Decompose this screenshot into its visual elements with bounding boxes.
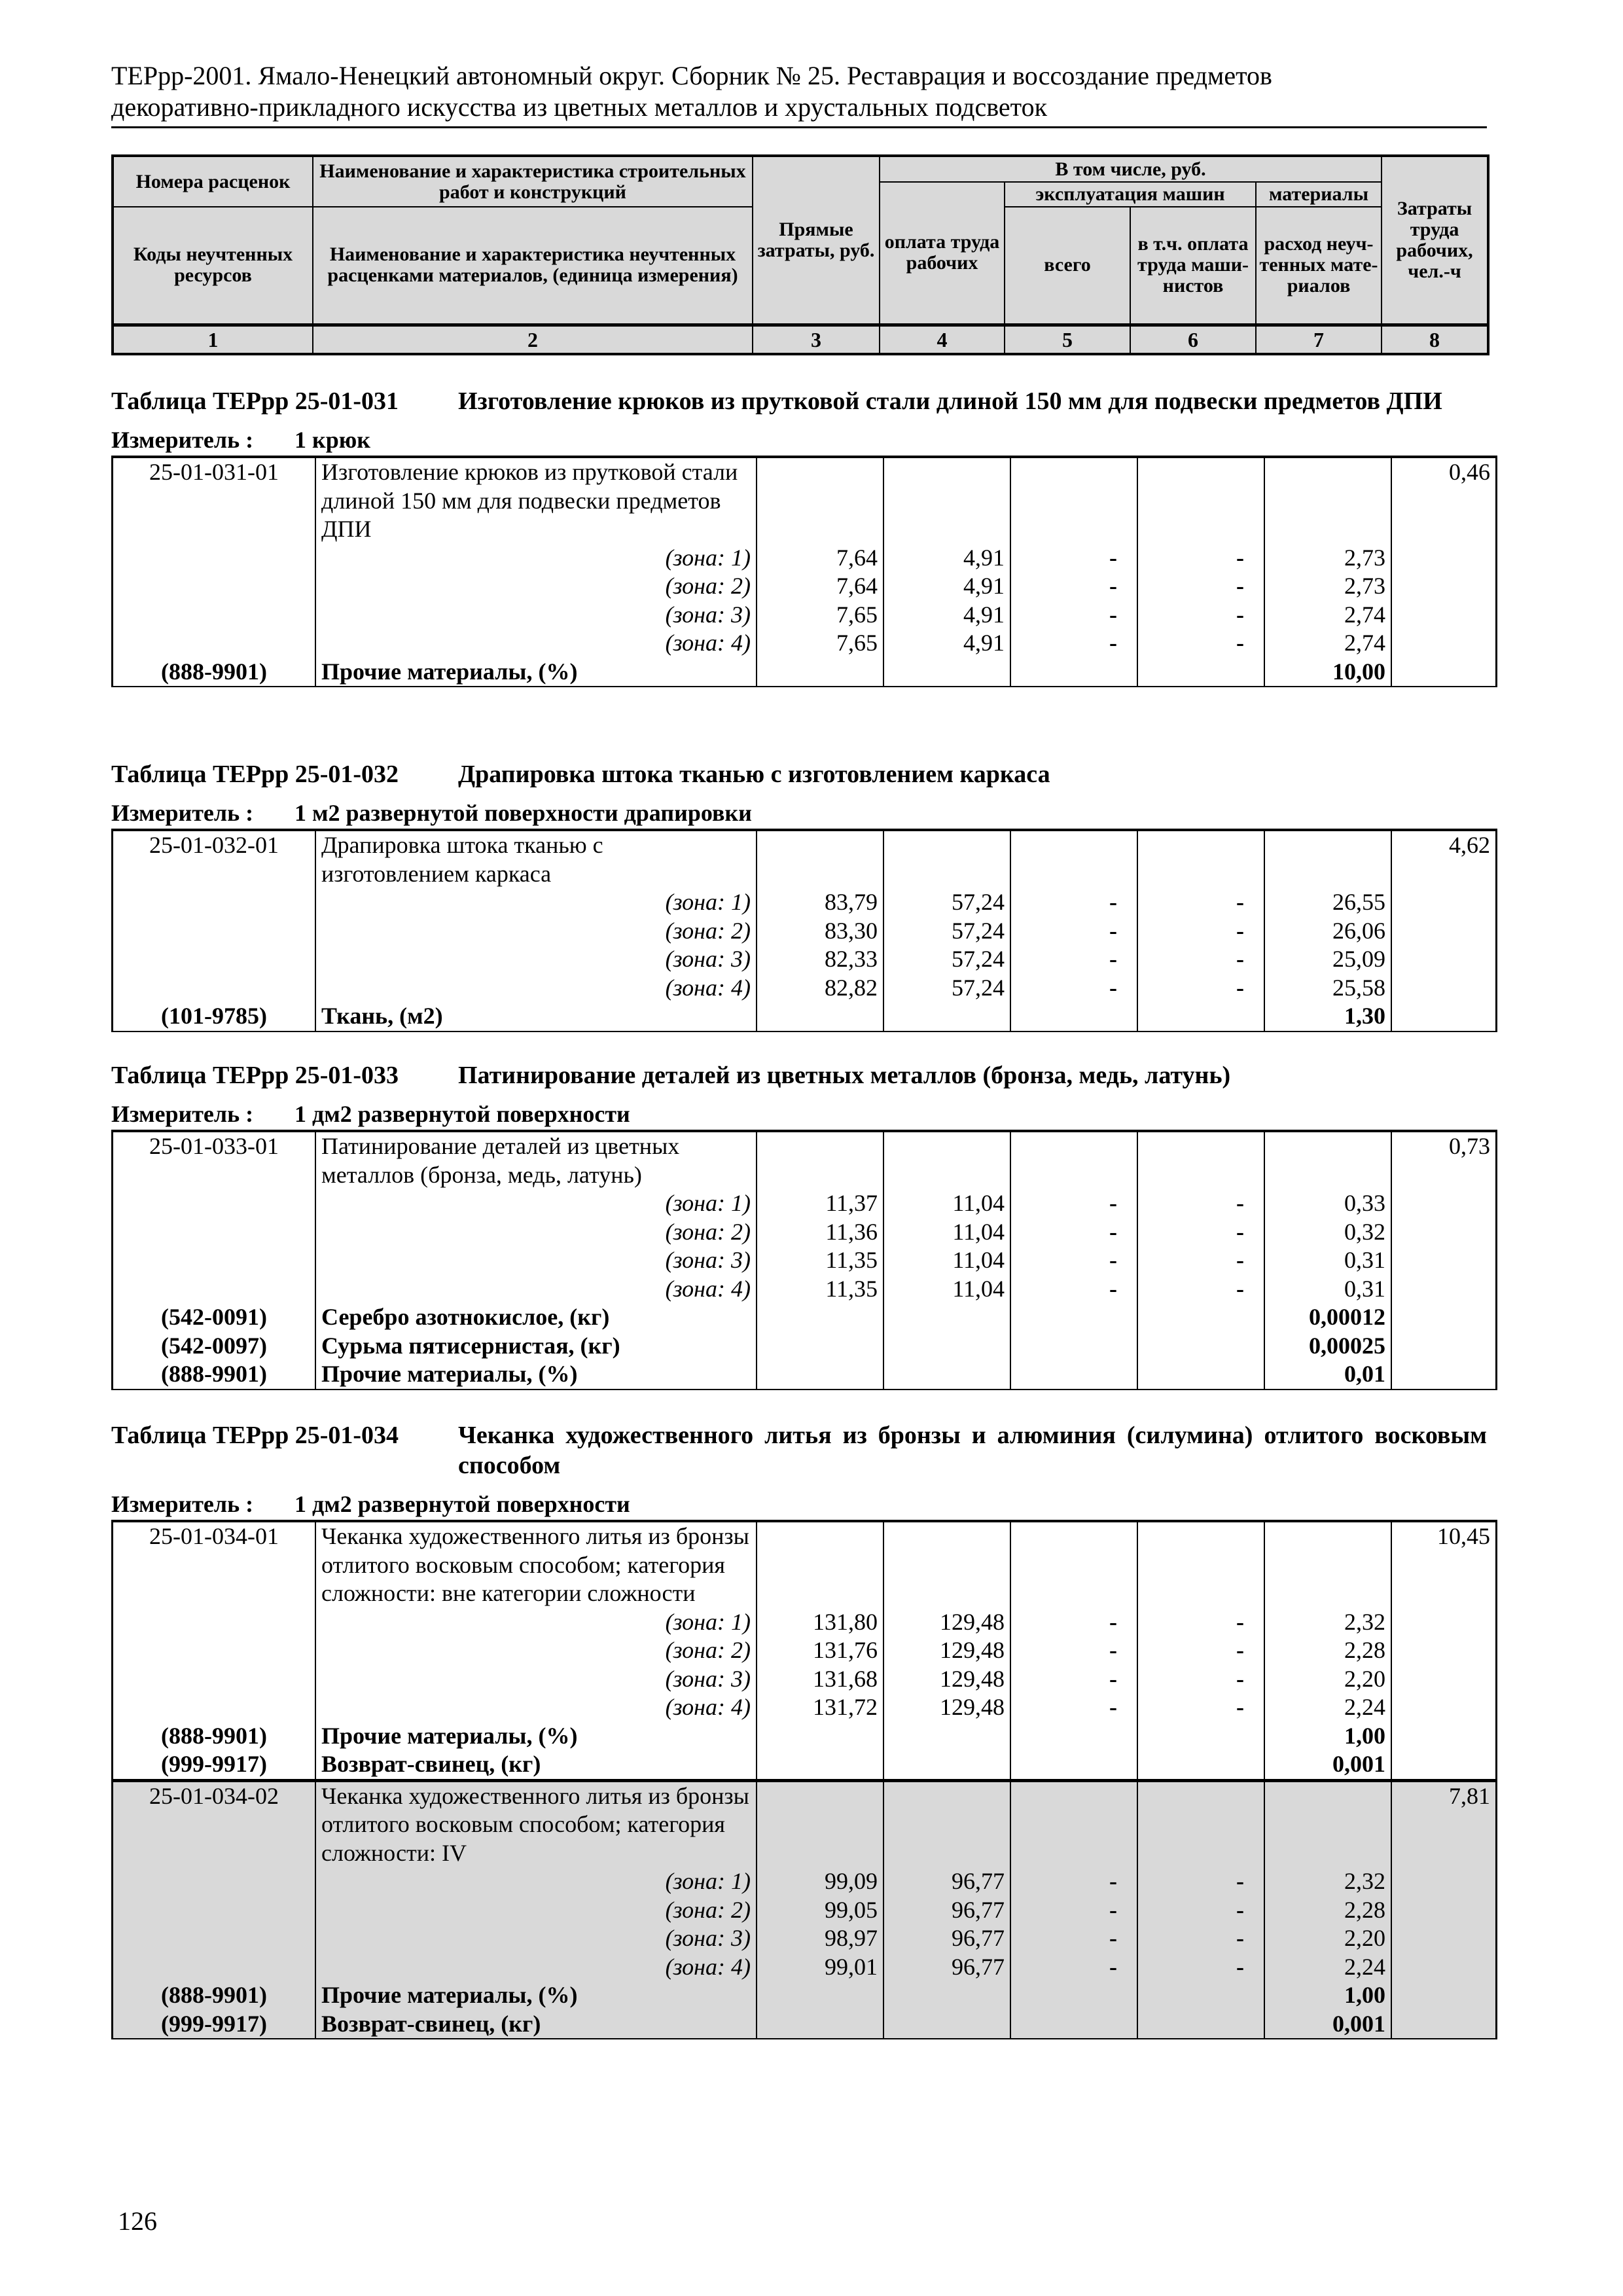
materials-cost: 2,24: [1264, 1953, 1391, 1982]
machinists-wages: -: [1137, 945, 1264, 974]
resource-name: Прочие материалы, (%): [315, 1981, 757, 2010]
resource-name: Прочие материалы, (%): [315, 658, 757, 687]
wages: 57,24: [883, 917, 1010, 946]
machinists-wages: -: [1137, 1896, 1264, 1925]
rate-code: 25-01-031-01: [113, 457, 316, 544]
meter-label: Измеритель :: [111, 1491, 254, 1517]
zone-label: (зона: 2): [315, 1636, 757, 1665]
direct-costs: 99,05: [757, 1896, 883, 1925]
zone-row: [113, 1953, 1497, 1982]
wages: 11,04: [883, 1246, 1010, 1275]
wages: 11,04: [883, 1275, 1010, 1304]
rate-table: [111, 1520, 1497, 2039]
running-header-line-2: декоративно-прикладного искусства из цветных металлов и хрустальных подсветок: [111, 92, 1048, 122]
direct-costs: 7,65: [757, 601, 883, 630]
col-number: 6: [1130, 325, 1256, 354]
section-title: [111, 386, 1487, 416]
section-name: Чеканка художественного литья из бронзы и алюминия (силумина) отлитого восковым способом: [458, 1422, 1487, 1479]
hdr-resource-codes: Коды неучтенных ресурсов: [113, 207, 313, 325]
resource-code: (888-9901): [113, 1981, 316, 2010]
direct-costs: 82,82: [757, 974, 883, 1003]
section-meter: [111, 1100, 1487, 1128]
section-code: Таблица ТЕРрр 25-01-034: [111, 1422, 399, 1449]
resource-row: [113, 2010, 1497, 2039]
resource-row: [113, 1722, 1497, 1751]
wages: 57,24: [883, 974, 1010, 1003]
direct-costs: 11,35: [757, 1275, 883, 1304]
machinists-wages: -: [1137, 1608, 1264, 1637]
resource-code: (888-9901): [113, 1360, 316, 1390]
machines-total: -: [1010, 572, 1137, 601]
rate-item-row: [113, 830, 1497, 888]
hdr-machines-total: всего: [1005, 207, 1130, 325]
resource-code: (542-0097): [113, 1332, 316, 1361]
direct-costs: 11,35: [757, 1246, 883, 1275]
hdr-materials: материалы: [1256, 182, 1382, 207]
zone-row: [113, 601, 1497, 630]
resource-name: Прочие материалы, (%): [315, 1722, 757, 1751]
machines-total: -: [1010, 917, 1137, 946]
rate-item-row: [113, 1521, 1497, 1608]
machinists-wages: -: [1137, 1636, 1264, 1665]
meter-value: 1 дм2 развернутой поверхности: [294, 1491, 630, 1517]
section-code: Таблица ТЕРрр 25-01-031: [111, 387, 399, 415]
machinists-wages: -: [1137, 544, 1264, 573]
zone-row: [113, 1636, 1497, 1665]
resource-name: Возврат-свинец, (кг): [315, 1750, 757, 1780]
section-name: Патинирование деталей из цветных металлов (бронза, медь, латунь): [458, 1062, 1231, 1089]
machinists-wages: -: [1137, 1665, 1264, 1694]
resource-code: (542-0091): [113, 1303, 316, 1332]
zone-row: [113, 1275, 1497, 1304]
zone-label: (зона: 2): [315, 917, 757, 946]
rate-name: Драпировка штока тканью с изготовлением каркаса: [315, 830, 757, 888]
materials-cost: 2,74: [1264, 601, 1391, 630]
resource-code: (888-9901): [113, 658, 316, 687]
zone-label: (зона: 1): [315, 544, 757, 573]
hdr-including: В том числе, руб.: [880, 156, 1382, 182]
materials-cost: 2,73: [1264, 544, 1391, 573]
wages: 57,24: [883, 945, 1010, 974]
rate-name: Чеканка художественного литья из бронзы отлитого восковым способом; категория сложности: IV: [315, 1780, 757, 1867]
materials-cost: 26,55: [1264, 888, 1391, 917]
materials-cost: 0,31: [1264, 1275, 1391, 1304]
resource-quantity: 0,00012: [1264, 1303, 1391, 1332]
resource-row: [113, 1360, 1497, 1390]
direct-costs: 98,97: [757, 1924, 883, 1953]
machines-total: -: [1010, 1953, 1137, 1982]
materials-cost: 0,32: [1264, 1218, 1391, 1247]
machinists-wages: -: [1137, 601, 1264, 630]
rate-table: [111, 456, 1497, 687]
meter-label: Измеритель :: [111, 1101, 254, 1127]
rate-item-row: [113, 457, 1497, 544]
rate-table-section: [111, 1420, 1490, 2039]
rate-table-section: [111, 1060, 1490, 1390]
labor-cost: 4,62: [1391, 830, 1497, 888]
zone-label: (зона: 1): [315, 888, 757, 917]
zone-label: (зона: 4): [315, 629, 757, 658]
meter-label: Измеритель :: [111, 427, 254, 453]
col-number: 8: [1382, 325, 1488, 354]
materials-cost: 2,28: [1264, 1896, 1391, 1925]
resource-name: Серебро азотнокислое, (кг): [315, 1303, 757, 1332]
machines-total: -: [1010, 1275, 1137, 1304]
resource-row: [113, 1303, 1497, 1332]
zone-row: [113, 1608, 1497, 1637]
resource-row: [113, 1332, 1497, 1361]
section-code: Таблица ТЕРрр 25-01-032: [111, 761, 399, 788]
wages: 96,77: [883, 1953, 1010, 1982]
rate-item-row: [113, 1780, 1497, 1867]
zone-row: [113, 1867, 1497, 1896]
machines-total: -: [1010, 1636, 1137, 1665]
zone-row: [113, 888, 1497, 917]
zone-row: [113, 974, 1497, 1003]
zone-label: (зона: 2): [315, 1896, 757, 1925]
section-title: [111, 759, 1487, 789]
zone-label: (зона: 3): [315, 1246, 757, 1275]
wages: 129,48: [883, 1636, 1010, 1665]
zone-label: (зона: 2): [315, 1218, 757, 1247]
zone-label: (зона: 3): [315, 601, 757, 630]
section-meter: [111, 425, 1487, 454]
materials-cost: 25,09: [1264, 945, 1391, 974]
wages: 11,04: [883, 1189, 1010, 1218]
zone-label: (зона: 4): [315, 1953, 757, 1982]
machinists-wages: -: [1137, 1867, 1264, 1896]
rate-name: Патинирование деталей из цветных металлов (бронза, медь, латунь): [315, 1131, 757, 1189]
zone-row: [113, 572, 1497, 601]
machines-total: -: [1010, 1665, 1137, 1694]
wages: 4,91: [883, 544, 1010, 573]
direct-costs: 7,64: [757, 544, 883, 573]
direct-costs: 82,33: [757, 945, 883, 974]
machinists-wages: -: [1137, 1275, 1264, 1304]
section-title: [111, 1420, 1487, 1480]
machines-total: -: [1010, 544, 1137, 573]
hdr-machines: эксплуатация машин: [1005, 182, 1256, 207]
wages: 57,24: [883, 888, 1010, 917]
resource-quantity: 0,00025: [1264, 1332, 1391, 1361]
zone-label: (зона: 3): [315, 945, 757, 974]
hdr-rate-numbers: Номера расценок: [113, 156, 313, 207]
direct-costs: 11,36: [757, 1218, 883, 1247]
direct-costs: 7,64: [757, 572, 883, 601]
zone-label: (зона: 2): [315, 572, 757, 601]
materials-cost: 2,32: [1264, 1867, 1391, 1896]
zone-row: [113, 917, 1497, 946]
direct-costs: 83,30: [757, 917, 883, 946]
hdr-direct-costs: Прямые затраты, руб.: [753, 156, 880, 325]
col-number: 1: [113, 325, 313, 354]
hdr-wages: оплата труда рабочих: [880, 182, 1005, 325]
materials-cost: 2,20: [1264, 1665, 1391, 1694]
machinists-wages: -: [1137, 888, 1264, 917]
zone-row: [113, 1896, 1497, 1925]
col-number: 7: [1256, 325, 1382, 354]
zone-row: [113, 629, 1497, 658]
wages: 96,77: [883, 1924, 1010, 1953]
materials-cost: 2,20: [1264, 1924, 1391, 1953]
zone-label: (зона: 4): [315, 974, 757, 1003]
rate-table: [111, 829, 1497, 1032]
machines-total: -: [1010, 1896, 1137, 1925]
meter-value: 1 дм2 развернутой поверхности: [294, 1101, 630, 1127]
meter-label: Измеритель :: [111, 800, 254, 826]
machines-total: -: [1010, 1924, 1137, 1953]
rate-table: [111, 1130, 1497, 1390]
zone-row: [113, 1665, 1497, 1694]
machines-total: -: [1010, 1246, 1137, 1275]
page-number: 126: [118, 2206, 157, 2236]
rate-table-section: [111, 386, 1490, 687]
wages: 4,91: [883, 629, 1010, 658]
machines-total: -: [1010, 1218, 1137, 1247]
zone-row: [113, 1693, 1497, 1722]
resource-code: (888-9901): [113, 1722, 316, 1751]
machines-total: -: [1010, 974, 1137, 1003]
wages: 129,48: [883, 1665, 1010, 1694]
meter-value: 1 крюк: [294, 427, 371, 453]
zone-row: [113, 945, 1497, 974]
resource-code: (101-9785): [113, 1002, 316, 1031]
running-header: [111, 60, 1486, 123]
header-rule: [111, 126, 1487, 128]
resource-quantity: 1,00: [1264, 1722, 1391, 1751]
section-meter: [111, 798, 1487, 827]
zone-label: (зона: 4): [315, 1275, 757, 1304]
section-name: Драпировка штока тканью с изготовлением каркаса: [458, 761, 1050, 788]
labor-cost: 0,46: [1391, 457, 1497, 544]
direct-costs: 99,01: [757, 1953, 883, 1982]
col-number: 3: [753, 325, 880, 354]
section-code: Таблица ТЕРрр 25-01-033: [111, 1062, 399, 1089]
machinists-wages: -: [1137, 1246, 1264, 1275]
zone-label: (зона: 1): [315, 1608, 757, 1637]
machinists-wages: -: [1137, 572, 1264, 601]
rate-code: 25-01-034-01: [113, 1521, 316, 1608]
materials-cost: 2,74: [1264, 629, 1391, 658]
col-number: 5: [1005, 325, 1130, 354]
resource-name: Сурьма пятисернистая, (кг): [315, 1332, 757, 1361]
machinists-wages: -: [1137, 1189, 1264, 1218]
wages: 96,77: [883, 1896, 1010, 1925]
machinists-wages: -: [1137, 974, 1264, 1003]
rate-code: 25-01-034-02: [113, 1780, 316, 1867]
materials-cost: 2,24: [1264, 1693, 1391, 1722]
direct-costs: 11,37: [757, 1189, 883, 1218]
machines-total: -: [1010, 945, 1137, 974]
resource-quantity: 10,00: [1264, 658, 1391, 687]
machines-total: -: [1010, 1693, 1137, 1722]
machinists-wages: -: [1137, 1218, 1264, 1247]
materials-cost: 2,28: [1264, 1636, 1391, 1665]
materials-cost: 26,06: [1264, 917, 1391, 946]
hdr-machinists-wages: в т.ч. оплата труда маши-нистов: [1130, 207, 1256, 325]
resource-quantity: 1,30: [1264, 1002, 1391, 1031]
zone-row: [113, 1924, 1497, 1953]
machinists-wages: -: [1137, 917, 1264, 946]
zone-label: (зона: 3): [315, 1924, 757, 1953]
materials-cost: 0,33: [1264, 1189, 1391, 1218]
machines-total: -: [1010, 1608, 1137, 1637]
running-header-line-1: ТЕРрр-2001. Ямало-Ненецкий автономный округ. Сборник № 25. Реставрация и воссоздание предметов: [111, 61, 1272, 90]
section-title: [111, 1060, 1487, 1090]
direct-costs: 99,09: [757, 1867, 883, 1896]
col-number: 4: [880, 325, 1005, 354]
zone-row: [113, 1189, 1497, 1218]
direct-costs: 131,72: [757, 1693, 883, 1722]
materials-cost: 0,31: [1264, 1246, 1391, 1275]
labor-cost: 10,45: [1391, 1521, 1497, 1608]
direct-costs: 131,76: [757, 1636, 883, 1665]
hdr-labor-costs: Затраты труда рабочих, чел.-ч: [1382, 156, 1488, 325]
wages: 4,91: [883, 572, 1010, 601]
materials-cost: 2,32: [1264, 1608, 1391, 1637]
wages: 4,91: [883, 601, 1010, 630]
machinists-wages: -: [1137, 1693, 1264, 1722]
wages: 96,77: [883, 1867, 1010, 1896]
resource-code: (999-9917): [113, 2010, 316, 2039]
wages: 11,04: [883, 1218, 1010, 1247]
resource-quantity: 0,001: [1264, 2010, 1391, 2039]
meter-value: 1 м2 развернутой поверхности драпировки: [294, 800, 752, 826]
section-meter: [111, 1490, 1487, 1518]
resource-code: (999-9917): [113, 1750, 316, 1780]
resource-row: [113, 658, 1497, 687]
resource-row: [113, 1981, 1497, 2010]
rate-name: Чеканка художественного литья из бронзы отлитого восковым способом; категория сложности: вне категории сложности: [315, 1521, 757, 1608]
resource-quantity: 0,001: [1264, 1750, 1391, 1780]
rate-item-row: [113, 1131, 1497, 1189]
labor-cost: 0,73: [1391, 1131, 1497, 1189]
resource-row: [113, 1002, 1497, 1031]
machines-total: -: [1010, 1867, 1137, 1896]
machinists-wages: -: [1137, 629, 1264, 658]
direct-costs: 131,80: [757, 1608, 883, 1637]
materials-cost: 2,73: [1264, 572, 1391, 601]
hdr-unaccounted-materials: расход неуч-тенных мате-риалов: [1256, 207, 1382, 325]
col-number: 2: [313, 325, 753, 354]
rate-table-section: [111, 759, 1490, 1032]
rate-name: Изготовление крюков из прутковой стали длиной 150 мм для подвески предметов ДПИ: [315, 457, 757, 544]
column-header-table: [111, 154, 1489, 355]
zone-row: [113, 1218, 1497, 1247]
direct-costs: 83,79: [757, 888, 883, 917]
machinists-wages: -: [1137, 1953, 1264, 1982]
hdr-material-name: Наименование и характеристика неучтенных расценками материалов, (единица измерения): [313, 207, 753, 325]
machines-total: -: [1010, 1189, 1137, 1218]
direct-costs: 7,65: [757, 629, 883, 658]
wages: 129,48: [883, 1608, 1010, 1637]
section-name: Изготовление крюков из прутковой стали длиной 150 мм для подвески предметов ДПИ: [458, 387, 1442, 415]
zone-row: [113, 1246, 1497, 1275]
resource-quantity: 1,00: [1264, 1981, 1391, 2010]
resource-quantity: 0,01: [1264, 1360, 1391, 1390]
materials-cost: 25,58: [1264, 974, 1391, 1003]
hdr-work-name: Наименование и характеристика строительных работ и конструкций: [313, 156, 753, 207]
resource-row: [113, 1750, 1497, 1780]
labor-cost: 7,81: [1391, 1780, 1497, 1867]
machinists-wages: -: [1137, 1924, 1264, 1953]
zone-label: (зона: 1): [315, 1189, 757, 1218]
zone-label: (зона: 4): [315, 1693, 757, 1722]
resource-name: Прочие материалы, (%): [315, 1360, 757, 1390]
zone-label: (зона: 3): [315, 1665, 757, 1694]
zone-label: (зона: 1): [315, 1867, 757, 1896]
direct-costs: 131,68: [757, 1665, 883, 1694]
machines-total: -: [1010, 888, 1137, 917]
resource-name: Ткань, (м2): [315, 1002, 757, 1031]
zone-row: [113, 544, 1497, 573]
machines-total: -: [1010, 629, 1137, 658]
rate-code: 25-01-032-01: [113, 830, 316, 888]
wages: 129,48: [883, 1693, 1010, 1722]
rate-code: 25-01-033-01: [113, 1131, 316, 1189]
resource-name: Возврат-свинец, (кг): [315, 2010, 757, 2039]
machines-total: -: [1010, 601, 1137, 630]
